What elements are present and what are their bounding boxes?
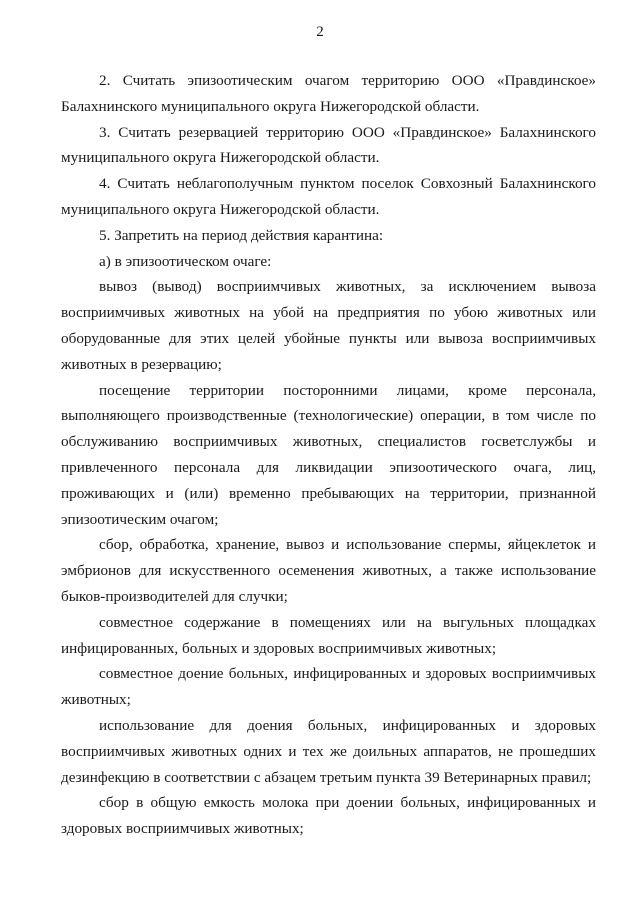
prohibition-visits: посещение территории посторонними лицами, кроме персонала, выполняющего производственные (технологические) операции, в том числе по обслуживанию восприимчивых животных, специалистов госветслужбы и привлеченного персонала для ликвидации эпизоотического очага, лиц, проживающих и (или) временно пребывающих на территории, признанной эпизоотическим очагом; — [61, 381, 596, 528]
subparagraph-a: а) в эпизоотическом очаге: — [99, 252, 272, 270]
page-number: 2 — [316, 24, 324, 40]
paragraph-item-4: 4. Считать неблагополучным пунктом поселок Совхозный Балахнинского муниципального округа Нижегородской области. — [61, 175, 596, 218]
paragraph-item-2: 2. Считать эпизоотическим очагом территорию ООО «Правдинское» Балахнинского муниципального округа Нижегородской области. — [61, 72, 596, 115]
document-body — [61, 68, 596, 842]
prohibition-common-milk-container: сбор в общую емкость молока при доении больных, инфицированных и здоровых восприимчивых животных; — [61, 794, 596, 838]
paragraph-item-5: 5. Запретить на период действия карантина: — [99, 226, 384, 244]
prohibition-joint-milking: совместное доение больных, инфицированных и здоровых восприимчивых животных; — [61, 665, 596, 709]
prohibition-shared-milking-machines: использование для доения больных, инфицированных и здоровых восприимчивых животных одних и тех же доильных аппаратов, не прошедших дезинфекцию в соответствии с абзацем третьим пункта 39 Ветеринарных правил; — [61, 716, 596, 786]
prohibition-semen-collection: сбор, обработка, хранение, вывоз и использование спермы, яйцеклеток и эмбрионов для искусственного осеменения животных, а также использование быков-производителей для случки; — [61, 536, 596, 605]
prohibition-animal-export: вывоз (вывод) восприимчивых животных, за исключением вывоза восприимчивых животных на убой на предприятия по убою животных или оборудованные для этих целей убойные пункты или вывоза восприимчивых животных в резервацию; — [61, 278, 596, 373]
prohibition-joint-keeping: совместное содержание в помещениях или на выгульных площадках инфицированных, больных и здоровых восприимчивых животных; — [61, 613, 596, 657]
paragraph-item-3: 3. Считать резервацией территорию ООО «Правдинское» Балахнинского муниципального округа Нижегородской области. — [61, 123, 596, 167]
